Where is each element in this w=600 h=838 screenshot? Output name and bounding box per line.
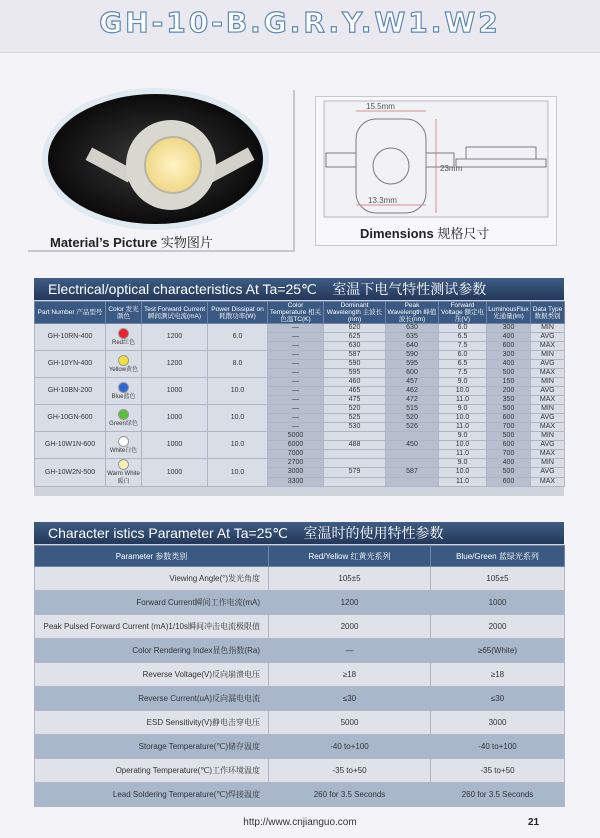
characteristics-section bbox=[34, 522, 564, 806]
electrical-value-cell: 11.0 bbox=[439, 423, 487, 432]
electrical-value-cell: 9.0 bbox=[439, 459, 487, 468]
parameter-name-cell: ESD Sensitivity(V)静电击穿电压 bbox=[35, 711, 269, 735]
electrical-col-header: LuminousFlux 光通量(lm) bbox=[487, 302, 531, 324]
electrical-col-header: Test Forward Current 瞬间测试电流(mA) bbox=[142, 302, 208, 324]
power-cell: 10.0 bbox=[208, 459, 268, 487]
parameter-value-cell: 260 for 3.5 Seconds bbox=[431, 783, 565, 807]
parameter-value-cell: 2000 bbox=[269, 615, 431, 639]
electrical-value-cell: — bbox=[268, 333, 324, 342]
electrical-col-header: Data Type 数据类别 bbox=[531, 302, 565, 324]
power-cell: 10.0 bbox=[208, 378, 268, 405]
characteristics-row bbox=[35, 687, 565, 711]
color-cell bbox=[106, 405, 142, 432]
page-header bbox=[0, 0, 600, 53]
electrical-col-header: Forward Voltage 额定电压(V) bbox=[439, 302, 487, 324]
parameter-value-cell: -35 to+50 bbox=[431, 759, 565, 783]
electrical-value-cell: — bbox=[268, 342, 324, 351]
characteristics-row bbox=[35, 639, 565, 663]
material-caption-en: Material’s Picture bbox=[50, 235, 158, 250]
parameter-name-cell: Reverse Current(uA)反向漏电电流 bbox=[35, 687, 269, 711]
parameter-name-cell: Forward Current瞬间工作电流(mA) bbox=[35, 591, 269, 615]
color-cell bbox=[106, 378, 142, 405]
electrical-table bbox=[34, 301, 565, 487]
parameter-name-cell: Lead Soldering Temperature(℃)焊接温度 bbox=[35, 783, 269, 807]
electrical-value-cell bbox=[386, 450, 439, 459]
electrical-value-cell: 520 bbox=[324, 405, 386, 414]
characteristics-title-cn: 室温时的使用特性参数 bbox=[303, 525, 444, 541]
parameter-value-cell: ≥18 bbox=[269, 663, 431, 687]
electrical-value-cell: AVG bbox=[531, 360, 565, 369]
led-lens bbox=[144, 136, 202, 194]
electrical-value-cell: 150 bbox=[487, 378, 531, 387]
electrical-value-cell: 700 bbox=[487, 423, 531, 432]
electrical-value-cell bbox=[324, 432, 386, 441]
electrical-value-cell: 5000 bbox=[268, 432, 324, 441]
dim-width-label: 15.5mm bbox=[366, 102, 395, 111]
color-cell bbox=[106, 432, 142, 459]
parameter-value-cell: ≤30 bbox=[431, 687, 565, 711]
material-caption-cn: 实物图片 bbox=[160, 235, 213, 250]
color-label: White白色 bbox=[109, 447, 138, 454]
color-label: Green绿色 bbox=[109, 420, 138, 427]
page-title: GH-10-B.G.R.Y.W1.W2 bbox=[99, 6, 501, 39]
electrical-value-cell: AVG bbox=[531, 387, 565, 396]
color-label: Warm White暖白 bbox=[107, 471, 140, 485]
electrical-value-cell: MIN bbox=[531, 432, 565, 441]
electrical-value-cell: 526 bbox=[386, 423, 439, 432]
electrical-value-cell: 525 bbox=[324, 414, 386, 423]
electrical-row bbox=[35, 405, 565, 414]
characteristics-row bbox=[35, 591, 565, 615]
electrical-value-cell: 590 bbox=[324, 360, 386, 369]
characteristics-col-header: Parameter 参数类别 bbox=[35, 546, 269, 567]
parameter-value-cell: — bbox=[269, 639, 431, 663]
test-current-cell: 1200 bbox=[142, 351, 208, 378]
electrical-col-header: Power Dissipat on 耗散功率(W) bbox=[208, 302, 268, 324]
electrical-value-cell: 2700 bbox=[268, 459, 324, 468]
electrical-value-cell: MIN bbox=[531, 378, 565, 387]
electrical-value-cell: — bbox=[268, 324, 324, 333]
electrical-value-cell: 6.0 bbox=[439, 351, 487, 360]
characteristics-col-header: Blue/Green 蓝绿光系列 bbox=[431, 546, 565, 567]
electrical-section bbox=[34, 278, 564, 496]
parameter-name-cell: Viewing Angle(°)发光角度 bbox=[35, 567, 269, 591]
electrical-value-cell: MAX bbox=[531, 450, 565, 459]
electrical-col-header: Color Temperature 相关色温TC(K) bbox=[268, 302, 324, 324]
electrical-value-cell: 500 bbox=[487, 369, 531, 378]
electrical-value-cell: 6.0 bbox=[439, 324, 487, 333]
electrical-value-cell: 500 bbox=[487, 432, 531, 441]
material-picture-panel bbox=[28, 90, 295, 252]
power-cell: 10.0 bbox=[208, 432, 268, 459]
electrical-title-en: Electrical/optical characteristics At Ta=25℃ bbox=[48, 281, 317, 297]
electrical-row bbox=[35, 351, 565, 360]
electrical-col-header: Color 发光颜色 bbox=[106, 302, 142, 324]
part-number-cell: GH-10W1N-600 bbox=[35, 432, 106, 459]
electrical-value-cell: 7.5 bbox=[439, 342, 487, 351]
color-label: Yellow黄色 bbox=[108, 366, 139, 373]
part-number-cell: GH-10RN-400 bbox=[35, 324, 106, 351]
parameter-name-cell: Color Rendering Index显色指数(Ra) bbox=[35, 639, 269, 663]
characteristics-table bbox=[34, 545, 565, 807]
electrical-value-cell: MIN bbox=[531, 324, 565, 333]
parameter-name-cell: Peak Pulsed Forward Current (mA)1/10s瞬间冲击电流极限值 bbox=[35, 615, 269, 639]
dimensions-panel bbox=[315, 96, 557, 246]
electrical-title-cn: 室温下电气特性测试参数 bbox=[332, 281, 487, 297]
electrical-value-cell: 500 bbox=[487, 405, 531, 414]
electrical-value-cell: 500 bbox=[487, 468, 531, 477]
electrical-value-cell: 9.0 bbox=[439, 432, 487, 441]
electrical-value-cell: 11.0 bbox=[439, 450, 487, 459]
color-dot-icon bbox=[118, 409, 129, 420]
parameter-value-cell: 1200 bbox=[269, 591, 431, 615]
led-photo bbox=[48, 94, 263, 224]
electrical-value-cell: 488 bbox=[324, 441, 386, 450]
electrical-value-cell: 630 bbox=[324, 342, 386, 351]
power-cell: 8.0 bbox=[208, 351, 268, 378]
characteristics-row bbox=[35, 711, 565, 735]
color-dot-icon bbox=[118, 355, 129, 366]
characteristics-row bbox=[35, 615, 565, 639]
parameter-name-cell: Operating Temperature(℃)工作环境温度 bbox=[35, 759, 269, 783]
parameter-value-cell: ≤30 bbox=[269, 687, 431, 711]
part-number-cell: GH-10GN-600 bbox=[35, 405, 106, 432]
color-dot-icon bbox=[118, 436, 129, 447]
electrical-value-cell: 465 bbox=[324, 387, 386, 396]
electrical-value-cell: 10.0 bbox=[439, 387, 487, 396]
electrical-value-cell: 700 bbox=[487, 450, 531, 459]
electrical-value-cell bbox=[324, 459, 386, 468]
electrical-value-cell: 460 bbox=[324, 378, 386, 387]
test-current-cell: 1000 bbox=[142, 378, 208, 405]
parameter-value-cell: ≥65(White) bbox=[431, 639, 565, 663]
parameter-value-cell: 5000 bbox=[269, 711, 431, 735]
electrical-header bbox=[34, 278, 564, 300]
electrical-value-cell: 595 bbox=[386, 360, 439, 369]
characteristics-row bbox=[35, 663, 565, 687]
electrical-value-cell: 7.5 bbox=[439, 369, 487, 378]
test-current-cell: 1000 bbox=[142, 405, 208, 432]
parameter-value-cell: 3000 bbox=[431, 711, 565, 735]
electrical-value-cell: 300 bbox=[487, 351, 531, 360]
parameter-value-cell: -35 to+50 bbox=[269, 759, 431, 783]
electrical-value-cell: 400 bbox=[487, 360, 531, 369]
electrical-value-cell: 600 bbox=[487, 477, 531, 486]
parameter-value-cell: -40 to+100 bbox=[269, 735, 431, 759]
electrical-value-cell: 3000 bbox=[268, 468, 324, 477]
electrical-value-cell: 579 bbox=[324, 468, 386, 477]
electrical-row bbox=[35, 459, 565, 468]
characteristics-col-header: Red/Yellow 红黄光系列 bbox=[269, 546, 431, 567]
dimensions-caption-cn: 规格尺寸 bbox=[437, 226, 490, 241]
electrical-col-header: Dominant Wavelength 主波长(nm) bbox=[324, 302, 386, 324]
part-number-cell: GH-10W2N-500 bbox=[35, 459, 106, 487]
electrical-value-cell: AVG bbox=[531, 468, 565, 477]
electrical-value-cell: 10.0 bbox=[439, 441, 487, 450]
power-cell: 6.0 bbox=[208, 324, 268, 351]
part-number-cell: GH-10YN-400 bbox=[35, 351, 106, 378]
electrical-value-cell: 11.0 bbox=[439, 396, 487, 405]
electrical-row bbox=[35, 324, 565, 333]
electrical-value-cell: 350 bbox=[487, 396, 531, 405]
characteristics-title bbox=[48, 522, 444, 544]
electrical-value-cell: 620 bbox=[324, 324, 386, 333]
electrical-value-cell bbox=[386, 432, 439, 441]
electrical-value-cell: 462 bbox=[386, 387, 439, 396]
electrical-value-cell: 587 bbox=[386, 468, 439, 477]
electrical-value-cell: AVG bbox=[531, 441, 565, 450]
page-number: 21 bbox=[528, 817, 540, 828]
electrical-value-cell: 200 bbox=[487, 387, 531, 396]
electrical-value-cell: 625 bbox=[324, 333, 386, 342]
electrical-value-cell bbox=[386, 477, 439, 486]
characteristics-title-en: Character istics Parameter At Ta=25℃ bbox=[48, 525, 288, 541]
electrical-col-header: Peak Wavelength 峰值波长(nm) bbox=[386, 302, 439, 324]
electrical-value-cell: 520 bbox=[386, 414, 439, 423]
footer-url[interactable]: http://www.cnjianguo.com bbox=[243, 817, 357, 828]
electrical-title bbox=[48, 278, 486, 300]
electrical-value-cell: 587 bbox=[324, 351, 386, 360]
parameter-value-cell: -40 to+100 bbox=[431, 735, 565, 759]
color-dot-icon bbox=[118, 328, 129, 339]
electrical-value-cell: 475 bbox=[324, 396, 386, 405]
material-picture-caption bbox=[50, 232, 213, 251]
electrical-value-cell: — bbox=[268, 360, 324, 369]
color-cell bbox=[106, 351, 142, 378]
parameter-value-cell: 2000 bbox=[431, 615, 565, 639]
electrical-value-cell: MAX bbox=[531, 423, 565, 432]
electrical-col-header: Part Number 产品型号 bbox=[35, 302, 106, 324]
electrical-value-cell bbox=[324, 477, 386, 486]
electrical-value-cell: 300 bbox=[487, 324, 531, 333]
electrical-value-cell: 450 bbox=[386, 441, 439, 450]
electrical-value-cell: 3300 bbox=[268, 477, 324, 486]
color-cell bbox=[106, 459, 142, 487]
dim-bottom-label: 13.3mm bbox=[368, 196, 397, 205]
electrical-value-cell: MAX bbox=[531, 396, 565, 405]
parameter-name-cell: Reverse Voltage(V)反向崩溃电压 bbox=[35, 663, 269, 687]
color-label: Red红色 bbox=[111, 339, 135, 346]
dimensions-caption bbox=[360, 223, 489, 242]
electrical-value-cell: 600 bbox=[487, 342, 531, 351]
electrical-value-cell: 7000 bbox=[268, 450, 324, 459]
characteristics-row bbox=[35, 759, 565, 783]
electrical-value-cell: 6.5 bbox=[439, 333, 487, 342]
electrical-value-cell: MIN bbox=[531, 459, 565, 468]
characteristics-row bbox=[35, 567, 565, 591]
characteristics-header bbox=[34, 522, 564, 544]
parameter-value-cell: ≥18 bbox=[431, 663, 565, 687]
electrical-value-cell: 600 bbox=[386, 369, 439, 378]
electrical-value-cell: — bbox=[268, 387, 324, 396]
electrical-value-cell: MIN bbox=[531, 351, 565, 360]
electrical-value-cell: 457 bbox=[386, 378, 439, 387]
electrical-value-cell: — bbox=[268, 369, 324, 378]
parameter-name-cell: Storage Temperature(℃)储存温度 bbox=[35, 735, 269, 759]
test-current-cell: 1000 bbox=[142, 432, 208, 459]
electrical-value-cell bbox=[386, 459, 439, 468]
color-cell bbox=[106, 324, 142, 351]
electrical-value-cell: AVG bbox=[531, 333, 565, 342]
color-dot-icon bbox=[118, 459, 129, 470]
electrical-value-cell: — bbox=[268, 423, 324, 432]
electrical-value-cell: MAX bbox=[531, 369, 565, 378]
electrical-value-cell: AVG bbox=[531, 414, 565, 423]
parameter-value-cell: 105±5 bbox=[431, 567, 565, 591]
dimensions-caption-en: Dimensions bbox=[360, 226, 434, 241]
electrical-value-cell: 400 bbox=[487, 333, 531, 342]
electrical-value-cell: 600 bbox=[487, 414, 531, 423]
electrical-value-cell: 472 bbox=[386, 396, 439, 405]
electrical-value-cell: 9.0 bbox=[439, 405, 487, 414]
dim-height-label: 23mm bbox=[440, 164, 463, 173]
electrical-value-cell: 9.0 bbox=[439, 378, 487, 387]
electrical-value-cell: — bbox=[268, 378, 324, 387]
electrical-value-cell: MAX bbox=[531, 342, 565, 351]
parameter-value-cell: 105±5 bbox=[269, 567, 431, 591]
parameter-value-cell: 1000 bbox=[431, 591, 565, 615]
electrical-value-cell: MIN bbox=[531, 405, 565, 414]
electrical-row bbox=[35, 378, 565, 387]
electrical-value-cell: 635 bbox=[386, 333, 439, 342]
parameter-value-cell: 260 for 3.5 Seconds bbox=[269, 783, 431, 807]
electrical-value-cell: 11.0 bbox=[439, 477, 487, 486]
electrical-value-cell: 10.0 bbox=[439, 414, 487, 423]
electrical-value-cell: 600 bbox=[487, 441, 531, 450]
part-number-cell: GH-10BN-200 bbox=[35, 378, 106, 405]
electrical-value-cell: MAX bbox=[531, 477, 565, 486]
electrical-value-cell: 595 bbox=[324, 369, 386, 378]
electrical-value-cell: 515 bbox=[386, 405, 439, 414]
electrical-value-cell: — bbox=[268, 405, 324, 414]
electrical-value-cell: 6000 bbox=[268, 441, 324, 450]
power-cell: 10.0 bbox=[208, 405, 268, 432]
electrical-value-cell: 6.5 bbox=[439, 360, 487, 369]
color-label: Blue蓝色 bbox=[111, 393, 136, 400]
characteristics-row bbox=[35, 735, 565, 759]
electrical-value-cell bbox=[324, 450, 386, 459]
electrical-value-cell: 590 bbox=[386, 351, 439, 360]
electrical-value-cell: — bbox=[268, 396, 324, 405]
electrical-value-cell: 10.0 bbox=[439, 468, 487, 477]
electrical-value-cell: — bbox=[268, 351, 324, 360]
test-current-cell: 1200 bbox=[142, 324, 208, 351]
electrical-value-cell: 640 bbox=[386, 342, 439, 351]
characteristics-row bbox=[35, 783, 565, 807]
electrical-value-cell: 400 bbox=[487, 459, 531, 468]
electrical-row bbox=[35, 432, 565, 441]
electrical-value-cell: 530 bbox=[324, 423, 386, 432]
electrical-value-cell: 630 bbox=[386, 324, 439, 333]
test-current-cell: 1000 bbox=[142, 459, 208, 487]
color-dot-icon bbox=[118, 382, 129, 393]
electrical-value-cell: — bbox=[268, 414, 324, 423]
